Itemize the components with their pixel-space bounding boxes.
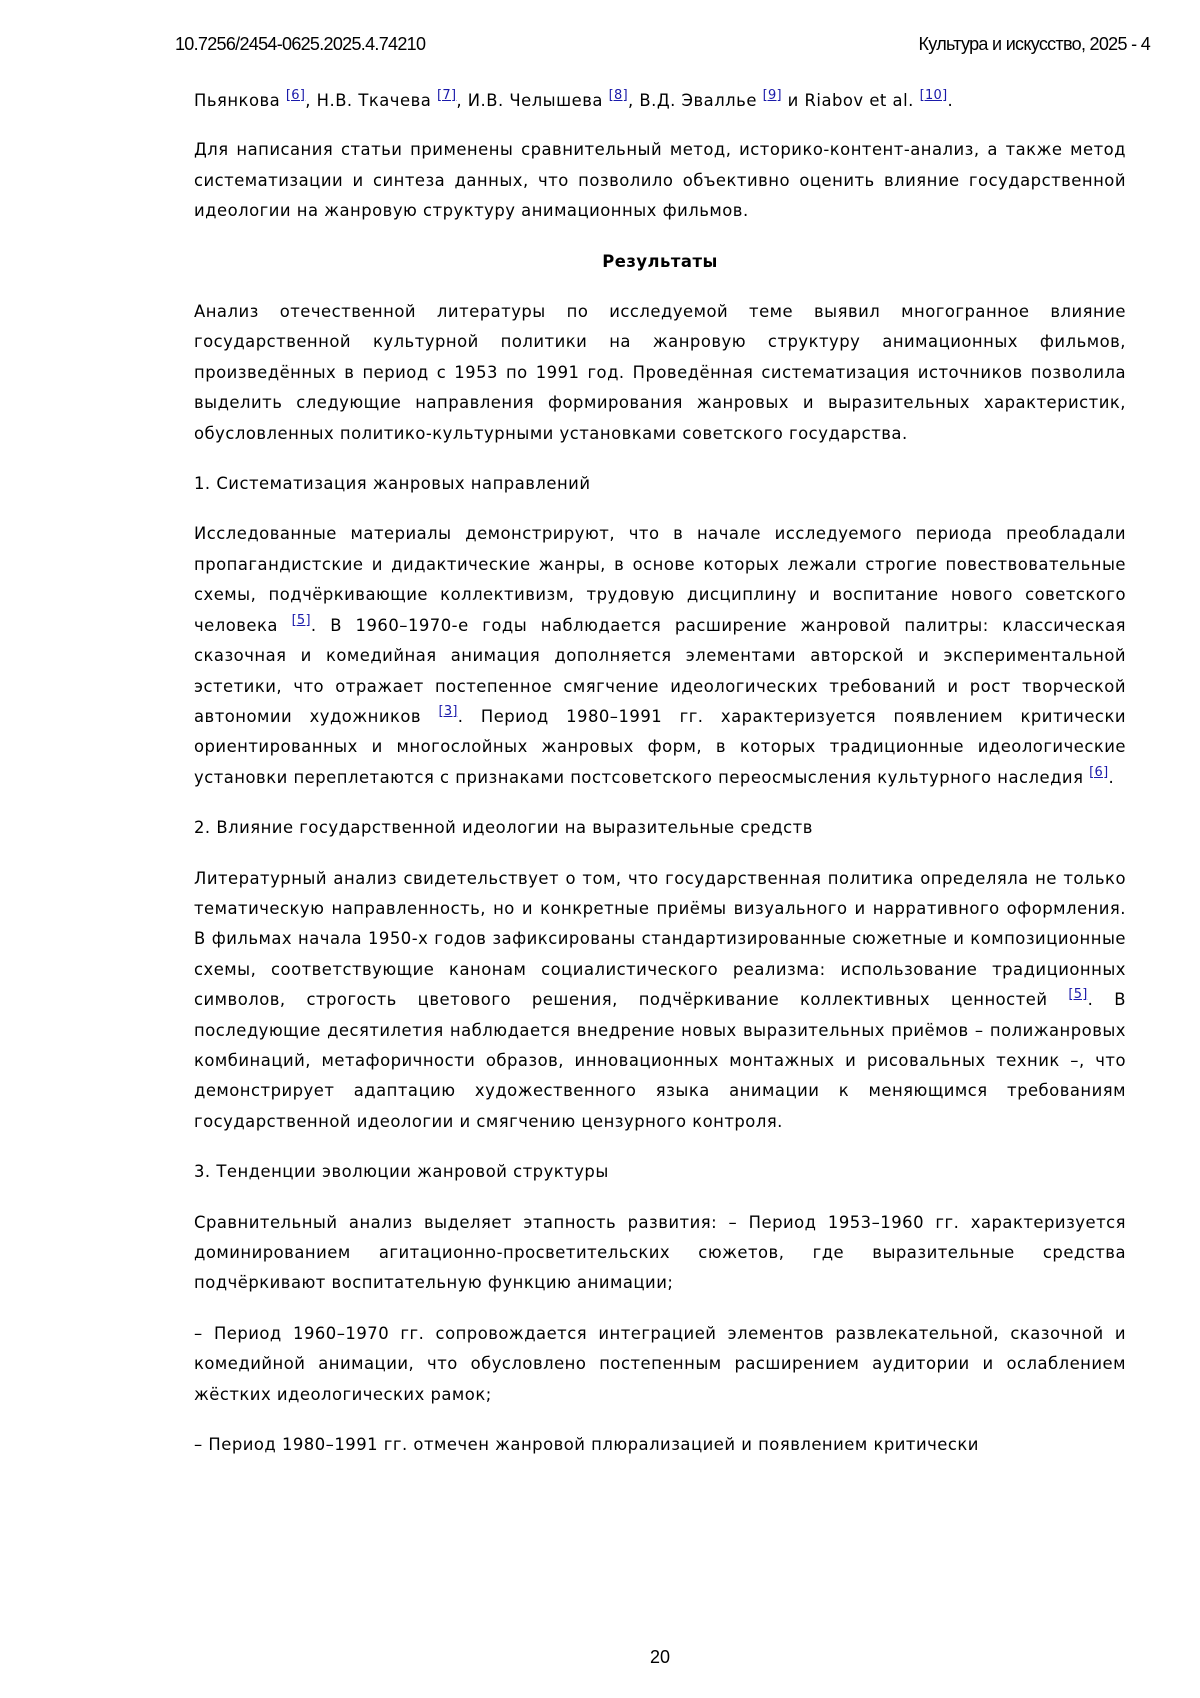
citation-link-9[interactable]: [9] (763, 88, 782, 103)
paragraph-text: Пьянкова (194, 91, 286, 110)
paragraph-text: , В.Д. Эвалльe (628, 91, 763, 110)
results-heading: Результаты (194, 247, 1126, 277)
analysis-paragraph: Анализ отечественной литературы по исследуемой теме выявил многогранное влияние государственной культурной политики на жанровую структуру анимационных фильмов, произведённых в период с 1953 по 1991 год. Проведённая систематизация источников позволила выделить следующие направления формирования жанровых и выразительных характеристик, обусловленных политико-культурными установками советского государства. (194, 297, 1126, 449)
doi-label: 10.7256/2454-0625.2025.4.74210 (175, 34, 425, 55)
paragraph-text: Исследованные материалы демонстрируют, что в начале исследуемого периода преобладали пропагандистские и дидактические жанры, в основе которых лежали строгие повествовательные схемы, подчёркивающие коллективизм, трудовую дисциплину и воспитание нового советского человека (194, 524, 1126, 634)
citation-link-3[interactable]: [3] (438, 704, 457, 719)
methods-paragraph: Для написания статьи применены сравнительный метод, историко-контент-анализ, а также метод систематизации и синтеза данных, что позволило объективно оценить влияние государственной идеологии на жанровую структуру анимационных фильмов. (194, 135, 1126, 226)
paragraph-text: . (1108, 768, 1114, 787)
citation-link-6[interactable]: [6] (1089, 765, 1108, 780)
paragraph-text: . (947, 91, 953, 110)
paragraph-text: и Riabov et al. (782, 91, 920, 110)
citation-link-8[interactable]: [8] (609, 88, 628, 103)
journal-title: Культура и искусство, 2025 - 4 (919, 34, 1150, 55)
section-3-intro-paragraph: Сравнительный анализ выделяет этапность развития: – Период 1953–1960 гг. характеризуется доминированием агитационно-просветительских сюжетов, где выразительные средства подчёркивают воспитательную функцию анимации; (194, 1208, 1126, 1299)
authors-paragraph (194, 86, 1126, 116)
citation-link-10[interactable]: [10] (920, 88, 948, 103)
paragraph-text: . В 1960–1970-е годы наблюдается расширение жанровой палитры: классическая сказочная и комедийная анимация дополняется элементами авторской и экспериментальной эстетики, что отражает постепенное смягчение идеологических требований и рост творческой автономии художников (194, 616, 1126, 726)
running-header (175, 34, 1150, 58)
article-body (194, 86, 1126, 1480)
paragraph-text: . Период 1980–1991 гг. характеризуется появлением критически ориентированных и многослойных жанровых форм, в которых традиционные идеологические установки переплетаются с признаками постсоветского переосмысления культурного наследия (194, 707, 1126, 787)
section-1-title: 1. Систематизация жанровых направлений (194, 469, 1126, 499)
paragraph-text: . В последующие десятилетия наблюдается внедрение новых выразительных приёмов – полижанровых комбинаций, метафоричности образов, инновационных монтажных и рисовальных техник –, что демонстрирует адаптацию художественного языка анимации к меняющимся требованиям государственной идеологии и смягчению цензурного контроля. (194, 990, 1126, 1131)
paragraph-text: Литературный анализ свидетельствует о том, что государственная политика определяла не только тематическую направленность, но и конкретные приёмы визуального и нарративного оформления. В фильмах начала 1950-х годов зафиксированы стандартизированные сюжетные и композиционные схемы, соответствующие канонам социалистического реализма: использование традиционных символов, строгость цветового решения, подчёркивание коллективных ценностей (194, 869, 1126, 1010)
section-2-title: 2. Влияние государственной идеологии на выразительные средств (194, 813, 1126, 843)
paragraph-text: , Н.В. Ткачева (305, 91, 437, 110)
citation-link-7[interactable]: [7] (437, 88, 456, 103)
citation-link-5[interactable]: [5] (1068, 987, 1087, 1002)
page-number: 20 (0, 1647, 1200, 1668)
section-3-period-3-paragraph: – Период 1980–1991 гг. отмечен жанровой плюрализацией и появлением критически (194, 1430, 1126, 1460)
paragraph-text: , И.В. Челышева (456, 91, 608, 110)
citation-link-5[interactable]: [5] (292, 613, 311, 628)
citation-link-6[interactable]: [6] (286, 88, 305, 103)
section-3-title: 3. Тенденции эволюции жанровой структуры (194, 1157, 1126, 1187)
section-1-paragraph (194, 519, 1126, 793)
section-3-period-2-paragraph: – Период 1960–1970 гг. сопровождается интеграцией элементов развлекательной, сказочной и комедийной анимации, что обусловлено постепенным расширением аудитории и ослаблением жёстких идеологических рамок; (194, 1319, 1126, 1410)
section-2-paragraph (194, 864, 1126, 1138)
